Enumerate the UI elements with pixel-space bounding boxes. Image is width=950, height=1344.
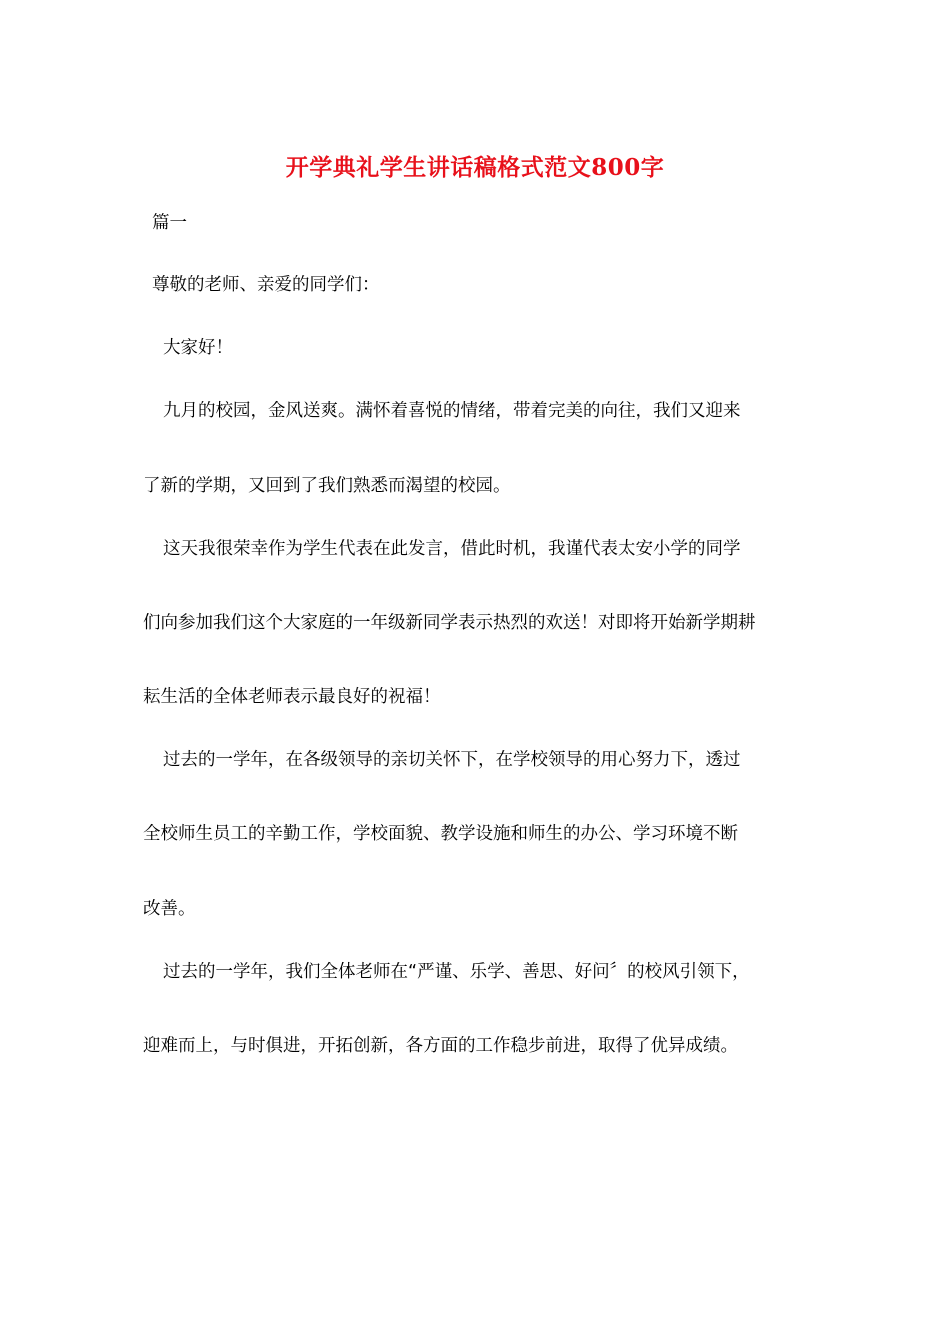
paragraph-line: 过去的一学年，在各级领导的亲切关怀下，在学校领导的用心努力下，透过 [163,750,741,770]
paragraph-line: 这天我很荣幸作为学生代表在此发言，借此时机，我谨代表太安小学的同学 [163,539,741,559]
paragraph-line: 了新的学期，又回到了我们熟悉而渴望的校园。 [143,476,511,496]
salutation: 尊敬的老师、亲爱的同学们： [152,275,380,295]
paragraph-line: 过去的一学年，我们全体老师在“严谨、乐学、善思、好问〞的校风引领下， [163,962,750,982]
document-title: 开学典礼学生讲话稿格式范文800字 [285,154,665,181]
paragraph-line: 改善。 [143,899,196,919]
greeting: 大家好！ [163,338,233,358]
section-heading: 篇一 [152,213,187,233]
paragraph-line: 耘生活的全体老师表示最良好的祝福！ [143,687,441,707]
paragraph-line: 九月的校园，金风送爽。满怀着喜悦的情绪，带着完美的向往，我们又迎来 [163,401,741,421]
paragraph-line: 们向参加我们这个大家庭的一年级新同学表示热烈的欢送！对即将开始新学期耕 [143,613,756,633]
paragraph-line: 迎难而上，与时俱进，开拓创新，各方面的工作稳步前进，取得了优异成绩。 [143,1036,738,1056]
paragraph-line: 全校师生员工的辛勤工作，学校面貌、教学设施和师生的办公、学习环境不断 [143,824,738,844]
